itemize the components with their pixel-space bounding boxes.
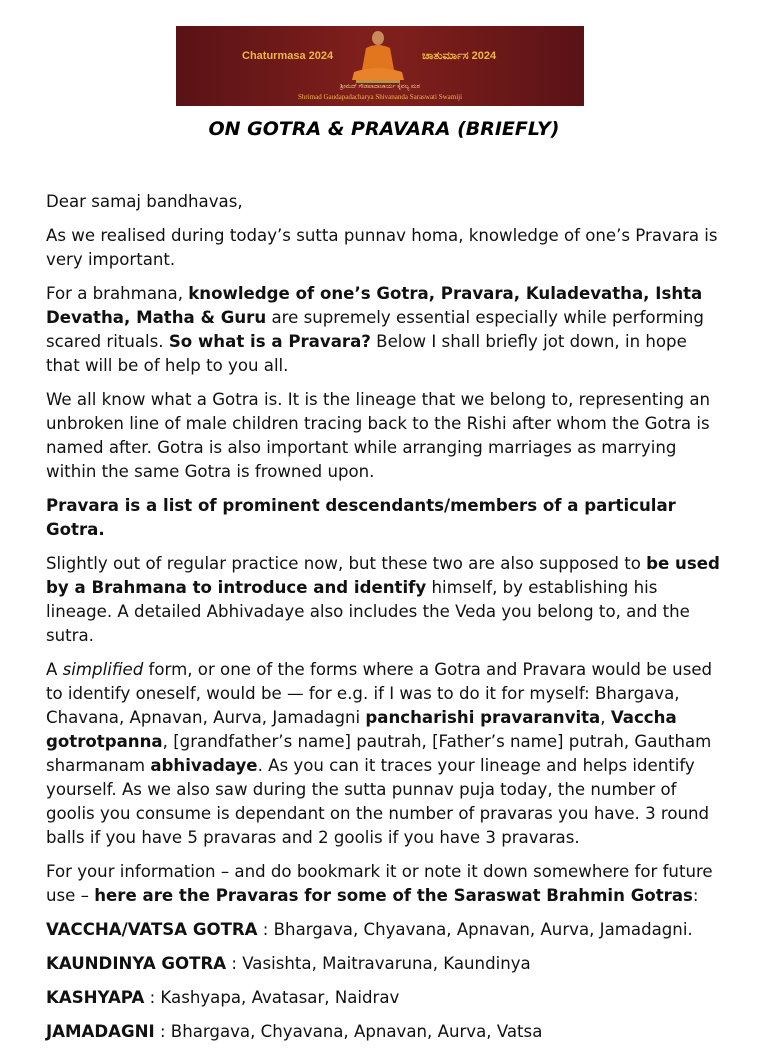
- banner-left-text: Chaturmasa 2024: [242, 50, 334, 62]
- gotra-line-kashyapa: KASHYAPA : Kashyapa, Avatasar, Naidrav: [46, 988, 400, 1007]
- banner-right-text: ಚಾತುರ್ಮಾಸ 2024: [422, 50, 497, 62]
- intro-paragraph: As we realised during today’s sutta punnav homa, knowledge of one’s Pravara is very important.: [46, 226, 718, 269]
- gotra-paragraph: We all know what a Gotra is. It is the lineage that we belong to, representing an unbroken line of male children tracing back to the Rishi after whom the Gotra is named after. Gotra is also important while arranging marriages as marrying within the same Gotra is frowned upon.: [46, 390, 711, 481]
- example-paragraph: A simplified form, or one of the forms where a Gotra and Pravara would be used to identify oneself, would be — for e.g. if I was to do it for myself: Bhargava, Chavana, Apnavan, Aurva, Jamadagni pancharishi pravaranvita, Vaccha gotrotpanna, [grandfather’s name] pautrah, [Father’s name] putrah, Gautham sharmanam abhivadaye. As you can it traces your lineage and helps identify yourself. As we also saw during the sutta punnav puja today, the number of goolis you consume is dependant on the number of pravaras you have. 3 round balls if you have 5 pravaras and 2 goolis if you have 3 pravaras.: [46, 660, 713, 847]
- pravara-definition: Pravara is a list of prominent descendants/members of a particular Gotra.: [46, 496, 676, 539]
- information-paragraph: For your information – and do bookmark it or note it down somewhere for future use – here are the Pravaras for some of the Saraswat Brahmin Gotras:: [46, 862, 713, 905]
- banner-subtitle: Shrimad Gaudapadacharya Shivananda Saraswati Swamiji: [297, 93, 463, 101]
- gotra-line-jamadagni: JAMADAGNI : Bhargava, Chyavana, Apnavan, Aurva, Vatsa: [46, 1022, 543, 1041]
- swami-portrait-image: [342, 28, 414, 84]
- banner-kannada-line: ಶ್ರೀಮದ್ ಗೌಡಪಾದಾಚಾರ್ಯ ಕೈವಲ್ಯ ಮಠ: [340, 84, 420, 90]
- practice-paragraph: Slightly out of regular practice now, but these two are also supposed to be used by a Brahmana to introduce and identify himself, by establishing his lineage. A detailed Abhivadaye also includes the Veda you belong to, and the sutra.: [46, 554, 720, 645]
- document-title: ON GOTRA & PRAVARA (BRIEFLY): [208, 118, 560, 140]
- document-body: [46, 190, 722, 1054]
- gotra-line-kaundinya: KAUNDINYA GOTRA : Vasishta, Maitravaruna, Kaundinya: [46, 954, 531, 973]
- brahmana-paragraph: For a brahmana, knowledge of one’s Gotra, Pravara, Kuladevatha, Ishta Devatha, Matha & Guru are supremely essential especially while performing scared rituals. So what is a Pravara? Below I shall briefly jot down, in hope that will be of help to you all.: [46, 284, 704, 375]
- gotra-line-vaccha: VACCHA/VATSA GOTRA : Bhargava, Chyavana, Apnavan, Aurva, Jamadagni.: [46, 920, 693, 939]
- chaturmasa-banner: [176, 26, 584, 106]
- greeting-paragraph: Dear samaj bandhavas,: [46, 192, 243, 211]
